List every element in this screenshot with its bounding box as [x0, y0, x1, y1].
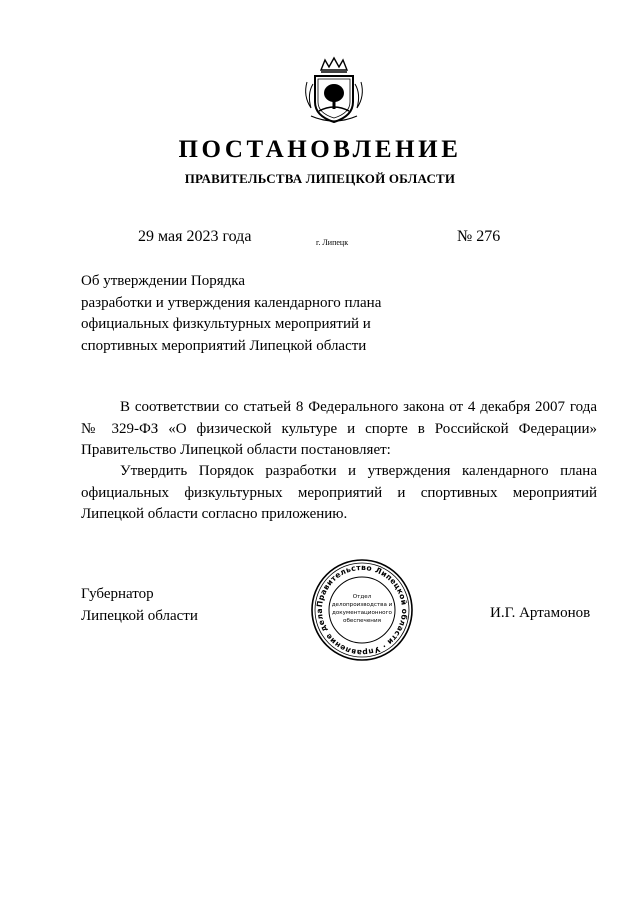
paragraph-line: официальных физкультурных мероприятий и спортивных мероприятий: [81, 484, 597, 501]
subject-line: официальных физкультурных мероприятий и: [81, 316, 371, 332]
document-title: ПОСТАНОВЛЕНИЕ: [178, 136, 462, 163]
svg-text:Отдел: Отдел: [352, 594, 372, 600]
coat-of-arms-icon: [301, 56, 367, 126]
official-stamp-icon: [310, 558, 414, 662]
preamble-paragraph: [81, 397, 597, 462]
position-line: Липецкой области: [81, 607, 198, 624]
document-issuer: ПРАВИТЕЛЬСТВА ЛИПЕЦКОЙ ОБЛАСТИ: [184, 171, 456, 186]
document-number: № 276: [457, 228, 501, 245]
position-line: Губернатор: [81, 586, 154, 602]
signatory-name: И.Г. Артамонов: [490, 605, 591, 621]
paragraph-line: № 329-ФЗ «О физической культуре и спорте в Российской Федерации»: [81, 420, 597, 437]
subject-line: спортивных мероприятий Липецкой области: [81, 337, 367, 354]
svg-text:делопроизводства и: делопроизводства и: [331, 602, 393, 608]
svg-text:обеспечения: обеспечения: [343, 618, 381, 624]
paragraph-line: В соответствии со статьей 8 Федерального закона от 4 декабря 2007 года: [120, 399, 597, 415]
document-subject: [81, 271, 381, 357]
paragraph-line: Липецкой области согласно приложению.: [81, 506, 348, 522]
subject-line: Об утверждении Порядка: [81, 273, 245, 289]
document-city: г. Липецк: [316, 238, 349, 247]
paragraph-line: Утвердить Порядок разработки и утверждения календарного плана: [120, 463, 597, 479]
signatory-position: [81, 584, 198, 627]
subject-line: разработки и утверждения календарного плана: [81, 294, 382, 311]
paragraph-line: Правительство Липецкой области постановляет:: [81, 442, 391, 458]
svg-text:Правительство Липецкой области: Правительство Липецкой области · Управление дела: [314, 562, 410, 658]
resolution-paragraph: [81, 461, 597, 526]
document-date: 29 мая 2023 года: [138, 228, 252, 245]
svg-text:документационного: документационного: [332, 610, 392, 616]
